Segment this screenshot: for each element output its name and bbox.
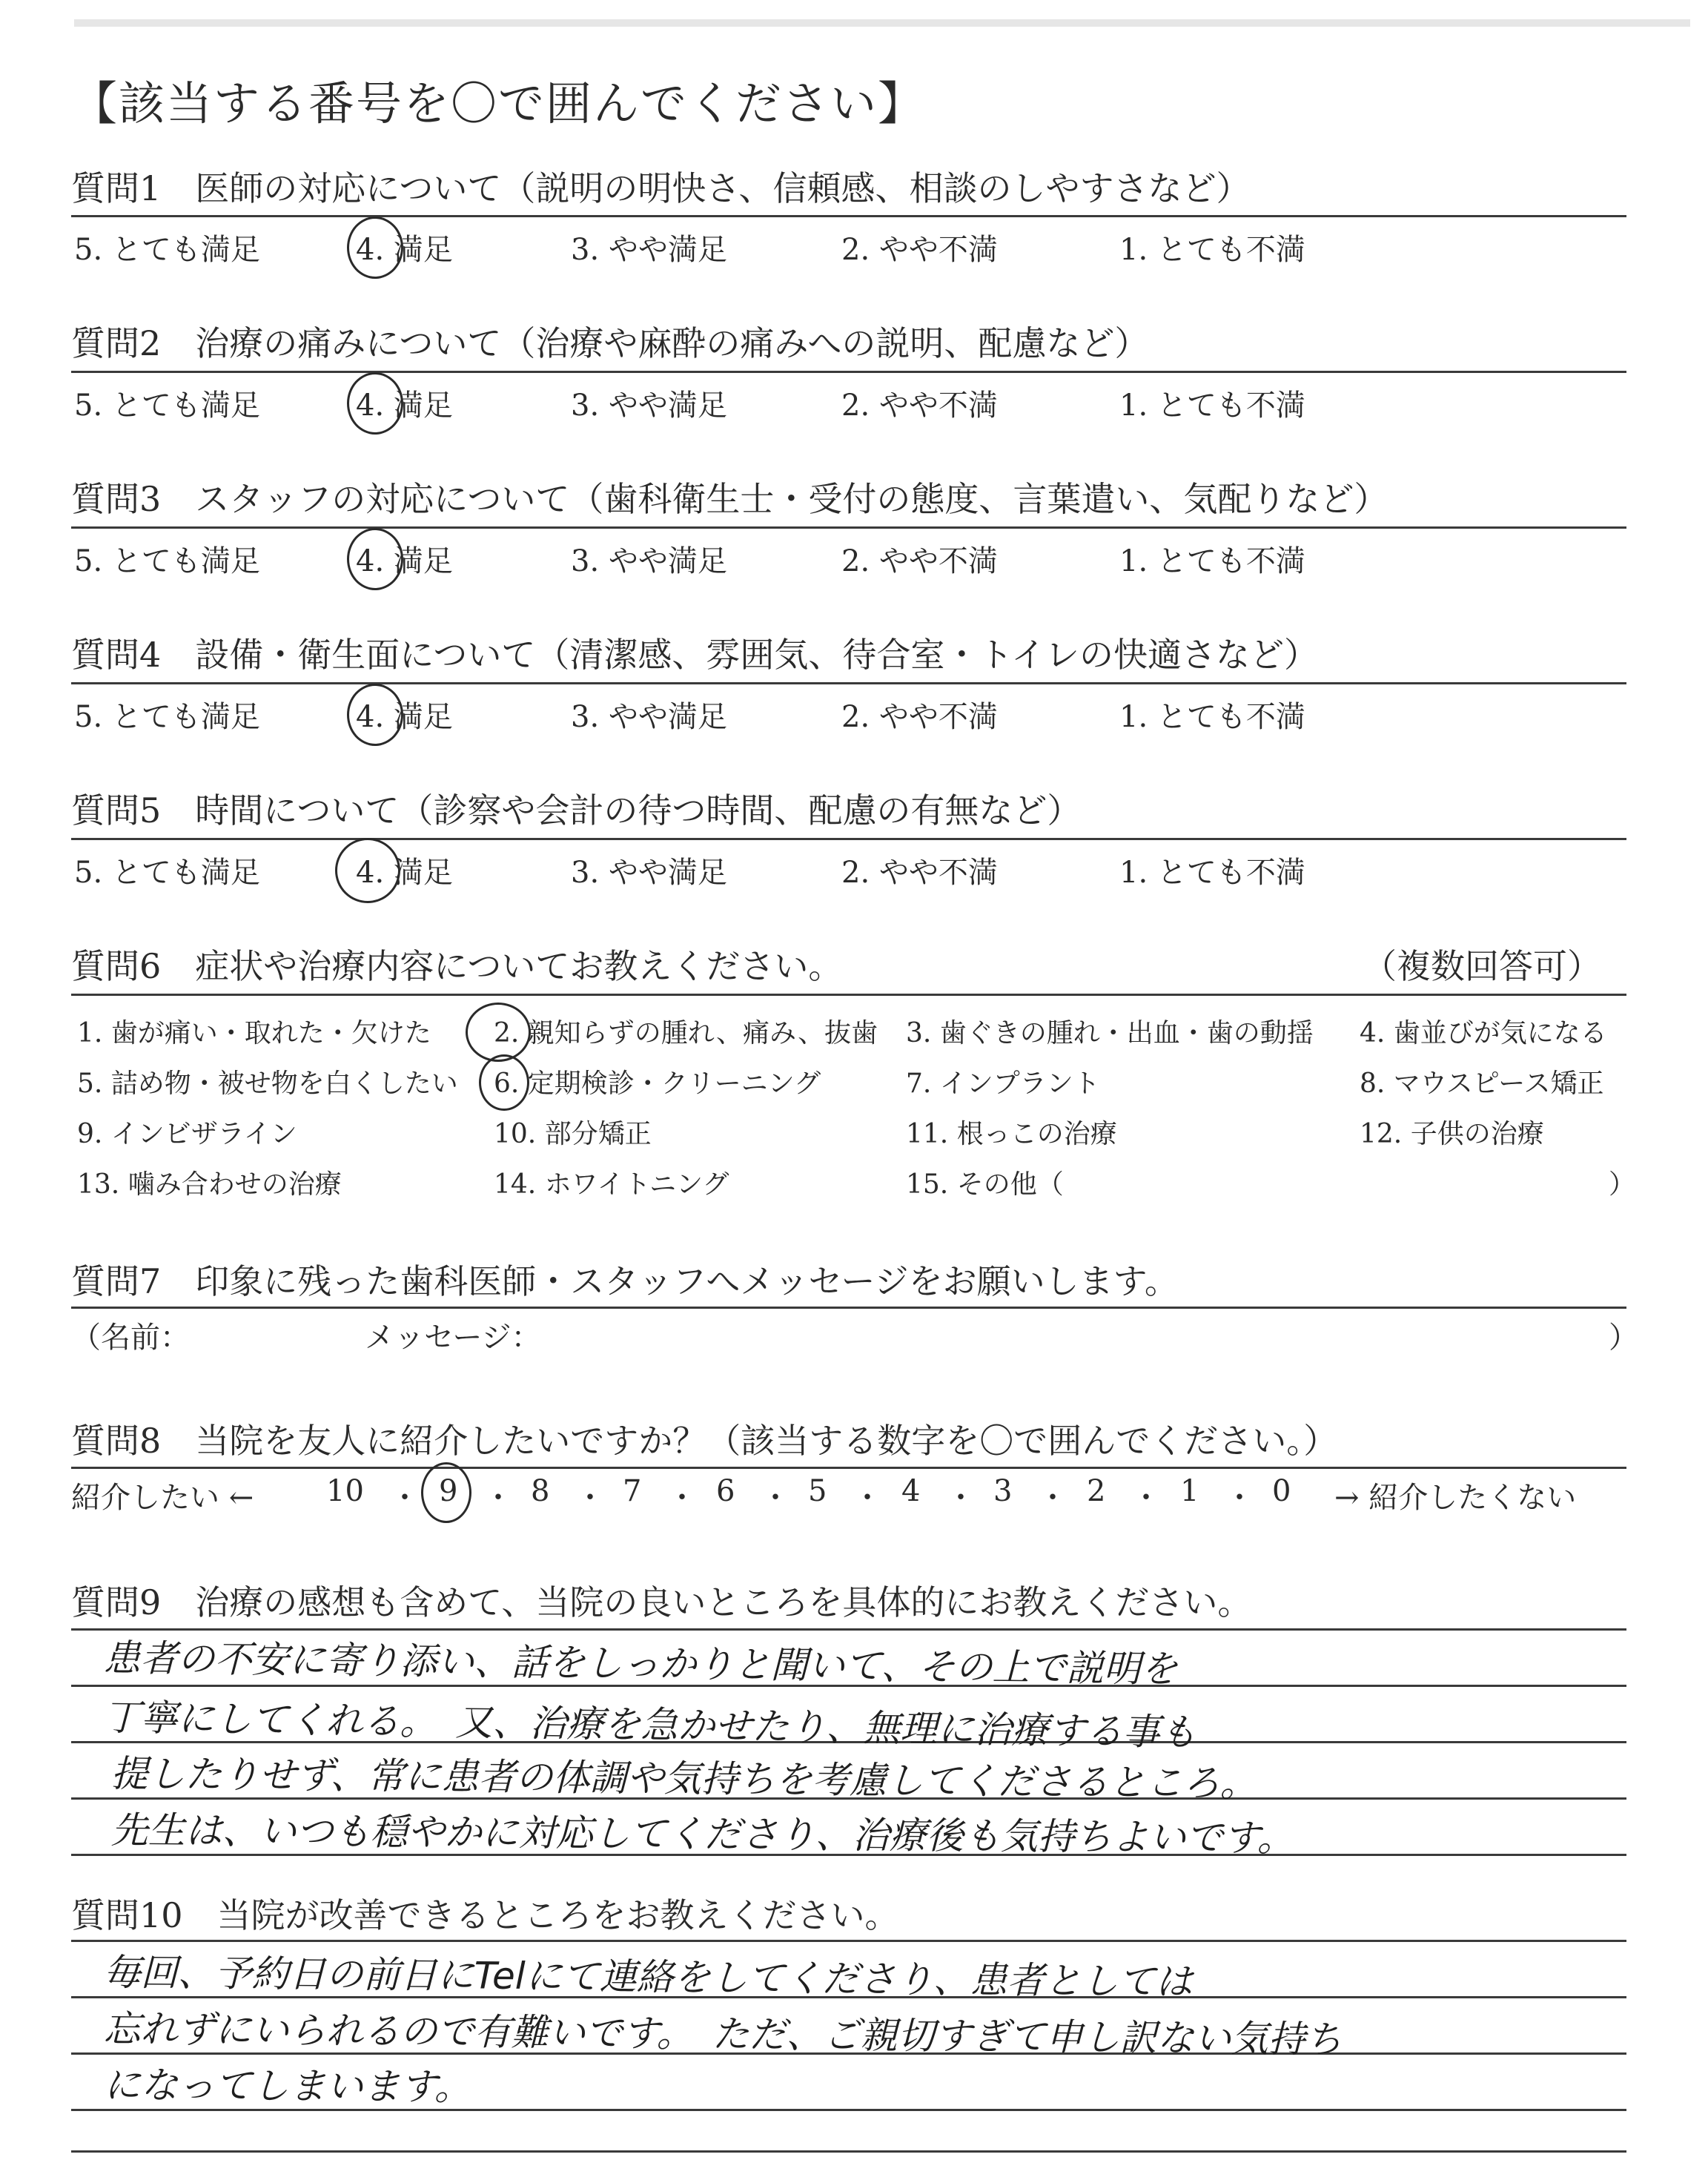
scale-separator: ・: [575, 1481, 605, 1515]
q9-answer-line: 先生は、いつも穏やかに対応してくださり、治療後も気持ちよいです。: [110, 1808, 1294, 1860]
scale-number-1[interactable]: 1: [1180, 1474, 1199, 1508]
q9-answer-line: 患者の不安に寄り添い、話をしっかりと聞いて、その上で説明を: [103, 1636, 1178, 1691]
q10-answer-line: 忘れずにいられるので有難いです。 ただ、ご親切すぎて申し訳ない気持ち: [103, 2007, 1343, 2061]
option-5[interactable]: 5. とても満足: [74, 233, 260, 267]
scale-number-0[interactable]: 0: [1272, 1474, 1291, 1508]
divider-line: [71, 1307, 1626, 1309]
selection-circle: [479, 1054, 529, 1111]
q7-close-paren: ）: [1609, 1321, 1638, 1355]
q9-answer-line: 丁寧にしてくれる。 又、治療を急かせたり、無理に治療する事も: [103, 1695, 1197, 1754]
selection-circle: [347, 684, 403, 746]
selection-circle: [421, 1462, 471, 1523]
option-1[interactable]: 1. とても不満: [1119, 233, 1305, 267]
question-3-title: 質問3 スタッフの対応について（歯科衛生士・受付の態度、言葉遣い、気配りなど）: [71, 479, 1388, 519]
option-2[interactable]: 2. やや不満: [841, 389, 998, 423]
divider-line: [71, 682, 1626, 684]
option-2[interactable]: 2. やや不満: [841, 856, 998, 890]
divider-line: [71, 371, 1626, 373]
scale-separator: ・: [1225, 1481, 1254, 1515]
q6-option-10[interactable]: 10. 部分矯正: [494, 1119, 652, 1149]
question-1-title: 質問1 医師の対応について（説明の明快さ、信頼感、相談のしやすさなど）: [71, 168, 1251, 208]
option-2[interactable]: 2. やや不満: [841, 700, 998, 734]
question-10-title: 質問10 当院が改善できるところをお教えください。: [71, 1895, 899, 1935]
scale-number-10[interactable]: 10: [326, 1474, 364, 1508]
option-1[interactable]: 1. とても不満: [1119, 389, 1305, 423]
name-label: （名前：: [71, 1321, 190, 1355]
q9-answer-line: 提したりせず、常に患者の体調や気持ちを考慮してくださるところ。: [110, 1751, 1257, 1806]
q6-option-14[interactable]: 14. ホワイトニング: [494, 1169, 729, 1200]
scale-separator: ・: [667, 1481, 697, 1515]
option-1[interactable]: 1. とても不満: [1119, 544, 1305, 578]
option-5[interactable]: 5. とても満足: [74, 544, 260, 578]
option-5[interactable]: 5. とても満足: [74, 389, 260, 423]
answer-line: [71, 1940, 1626, 1942]
top-edge: [74, 19, 1690, 27]
option-4[interactable]: 4. 満足: [356, 856, 453, 890]
q6-option-2[interactable]: 2. 親知らずの腫れ、痛み、抜歯: [494, 1018, 878, 1048]
scale-number-2[interactable]: 2: [1087, 1474, 1106, 1508]
scale-number-4[interactable]: 4: [901, 1474, 921, 1508]
scale-number-3[interactable]: 3: [993, 1474, 1013, 1508]
selection-circle: [335, 838, 400, 903]
divider-line: [71, 215, 1626, 217]
scale-number-6[interactable]: 6: [716, 1474, 735, 1508]
scale-number-9[interactable]: 9: [439, 1474, 458, 1508]
q6-option-7[interactable]: 7. インプラント: [906, 1069, 1100, 1099]
option-3[interactable]: 3. やや満足: [571, 389, 727, 423]
q6-option-15-close: ）: [1609, 1169, 1636, 1200]
scale-number-5[interactable]: 5: [808, 1474, 827, 1508]
selection-circle: [466, 1003, 531, 1062]
scale-separator: ・: [390, 1481, 420, 1515]
multiple-answers-note: （複数回答可）: [1363, 946, 1601, 986]
q6-option-6[interactable]: 6. 定期検診・クリーニング: [494, 1069, 821, 1099]
scale-number-7[interactable]: 7: [623, 1474, 642, 1508]
option-2[interactable]: 2. やや不満: [841, 233, 998, 267]
question-8-title: 質問8 当院を友人に紹介したいですか？（該当する数字を〇で囲んでください。）: [71, 1421, 1338, 1461]
recommend-left-label: 紹介したい ←: [71, 1481, 254, 1515]
divider-line: [71, 1467, 1626, 1469]
q6-option-3[interactable]: 3. 歯ぐきの腫れ・出血・歯の動揺: [906, 1018, 1314, 1048]
option-3[interactable]: 3. やや満足: [571, 233, 727, 267]
option-4[interactable]: 4. 満足: [356, 233, 453, 267]
q6-option-12[interactable]: 12. 子供の治療: [1360, 1119, 1544, 1149]
option-1[interactable]: 1. とても不満: [1119, 856, 1305, 890]
q6-option-13[interactable]: 13. 噛み合わせの治療: [77, 1169, 342, 1200]
selection-circle: [347, 372, 403, 435]
option-3[interactable]: 3. やや満足: [571, 544, 727, 578]
question-5-title: 質問5 時間について（診察や会計の待つ時間、配慮の有無など）: [71, 790, 1082, 830]
recommend-right-label: → 紹介したくない: [1334, 1481, 1577, 1515]
selection-circle: [347, 217, 403, 279]
option-2[interactable]: 2. やや不満: [841, 544, 998, 578]
scale-number-8[interactable]: 8: [531, 1474, 550, 1508]
q6-option-8[interactable]: 8. マウスピース矯正: [1360, 1069, 1604, 1099]
option-1[interactable]: 1. とても不満: [1119, 700, 1305, 734]
answer-line: [71, 2150, 1626, 2153]
scale-separator: ・: [1131, 1481, 1161, 1515]
q6-option-11[interactable]: 11. 根っこの治療: [906, 1119, 1117, 1149]
form-heading: 【該当する番号を〇で囲んでください】: [71, 76, 926, 131]
scale-separator: ・: [483, 1481, 513, 1515]
question-2-title: 質問2 治療の痛みについて（治療や麻酔の痛みへの説明、配慮など）: [71, 323, 1149, 363]
option-3[interactable]: 3. やや満足: [571, 856, 727, 890]
scale-separator: ・: [1038, 1481, 1068, 1515]
question-9-title: 質問9 治療の感想も含めて、当院の良いところを具体的にお教えください。: [71, 1582, 1252, 1622]
q10-answer-line: になってしまいます。: [103, 2063, 471, 2109]
divider-line: [71, 838, 1626, 840]
option-4[interactable]: 4. 満足: [356, 389, 453, 423]
q6-option-9[interactable]: 9. インビザライン: [77, 1119, 297, 1149]
q10-answer-line: 毎回、予約日の前日にTelにて連絡をしてくださり、患者としては: [103, 1950, 1193, 2004]
q6-option-15[interactable]: 15. その他（: [906, 1169, 1064, 1200]
option-4[interactable]: 4. 満足: [356, 544, 453, 578]
selection-circle: [347, 528, 403, 590]
question-7-title: 質問7 印象に残った歯科医師・スタッフへメッセージをお願いします。: [71, 1261, 1179, 1301]
option-3[interactable]: 3. やや満足: [571, 700, 727, 734]
scale-separator: ・: [761, 1481, 790, 1515]
q6-option-1[interactable]: 1. 歯が痛い・取れた・欠けた: [77, 1018, 431, 1048]
option-5[interactable]: 5. とても満足: [74, 700, 260, 734]
option-4[interactable]: 4. 満足: [356, 700, 453, 734]
q6-option-5[interactable]: 5. 詰め物・被せ物を白くしたい: [77, 1069, 458, 1099]
q6-option-4[interactable]: 4. 歯並びが気になる: [1360, 1018, 1607, 1048]
question-6-title: 質問6 症状や治療内容についてお教えください。: [71, 946, 843, 986]
scale-separator: ・: [853, 1481, 882, 1515]
message-label: メッセージ：: [365, 1321, 541, 1355]
option-5[interactable]: 5. とても満足: [74, 856, 260, 890]
question-4-title: 質問4 設備・衛生面について（清潔感、雰囲気、待合室・トイレの快適さなど）: [71, 635, 1319, 675]
divider-line: [71, 994, 1626, 996]
scale-separator: ・: [946, 1481, 976, 1515]
divider-line: [71, 526, 1626, 529]
